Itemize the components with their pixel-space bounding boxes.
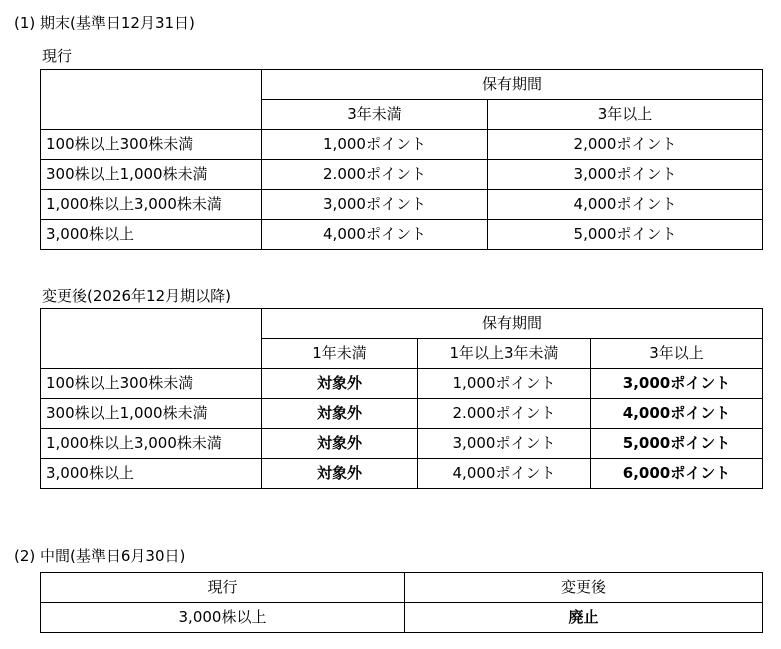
points-cell: 4,000ポイント	[591, 399, 763, 429]
table-row	[41, 160, 763, 190]
points-cell: 2.000ポイント	[418, 399, 591, 429]
points-cell: 3,000ポイント	[418, 429, 591, 459]
share-range-cell: 1,000株以上3,000株未満	[41, 429, 262, 459]
table-row	[41, 190, 763, 220]
points-cell: 5,000ポイント	[488, 220, 763, 250]
not-eligible-cell: 対象外	[262, 399, 418, 429]
share-range-cell: 1,000株以上3,000株未満	[41, 190, 262, 220]
table-row	[41, 603, 763, 633]
table-row	[41, 220, 763, 250]
share-range-cell: 3,000株以上	[41, 603, 405, 633]
share-range-cell: 300株以上1,000株未満	[41, 160, 262, 190]
after-points-table	[40, 308, 763, 489]
holding-period-header: 保有期間	[262, 70, 763, 100]
points-cell: 4,000ポイント	[488, 190, 763, 220]
column-header: 3年以上	[488, 100, 763, 130]
empty-header-cell	[41, 70, 262, 130]
share-range-cell: 3,000株以上	[41, 459, 262, 489]
points-cell: 5,000ポイント	[591, 429, 763, 459]
points-cell: 2.000ポイント	[262, 160, 488, 190]
points-cell: 3,000ポイント	[262, 190, 488, 220]
interim-table	[40, 572, 763, 633]
share-range-cell: 300株以上1,000株未満	[41, 399, 262, 429]
section2-heading: (2) 中間(基準日6月30日)	[14, 547, 186, 565]
table-row	[41, 429, 763, 459]
not-eligible-cell: 対象外	[262, 369, 418, 399]
share-range-cell: 100株以上300株未満	[41, 369, 262, 399]
section1-heading: (1) 期末(基準日12月31日)	[14, 14, 195, 32]
points-cell: 3,000ポイント	[488, 160, 763, 190]
abolished-cell: 廃止	[405, 603, 763, 633]
current-table-label: 現行	[42, 47, 73, 65]
column-header: 1年以上3年未満	[418, 339, 591, 369]
table-row	[41, 369, 763, 399]
column-header: 3年以上	[591, 339, 763, 369]
column-header: 現行	[41, 573, 405, 603]
current-points-table	[40, 69, 763, 250]
holding-period-header: 保有期間	[262, 309, 763, 339]
points-cell: 6,000ポイント	[591, 459, 763, 489]
points-cell: 2,000ポイント	[488, 130, 763, 160]
points-cell: 3,000ポイント	[591, 369, 763, 399]
points-cell: 4,000ポイント	[418, 459, 591, 489]
after-table-label: 変更後(2026年12月期以降)	[42, 287, 231, 305]
table-row	[41, 399, 763, 429]
points-cell: 1,000ポイント	[418, 369, 591, 399]
empty-header-cell	[41, 309, 262, 369]
share-range-cell: 3,000株以上	[41, 220, 262, 250]
not-eligible-cell: 対象外	[262, 429, 418, 459]
table-row	[41, 130, 763, 160]
points-cell: 1,000ポイント	[262, 130, 488, 160]
not-eligible-cell: 対象外	[262, 459, 418, 489]
share-range-cell: 100株以上300株未満	[41, 130, 262, 160]
column-header: 変更後	[405, 573, 763, 603]
column-header: 1年未満	[262, 339, 418, 369]
column-header: 3年未満	[262, 100, 488, 130]
table-row	[41, 459, 763, 489]
points-cell: 4,000ポイント	[262, 220, 488, 250]
